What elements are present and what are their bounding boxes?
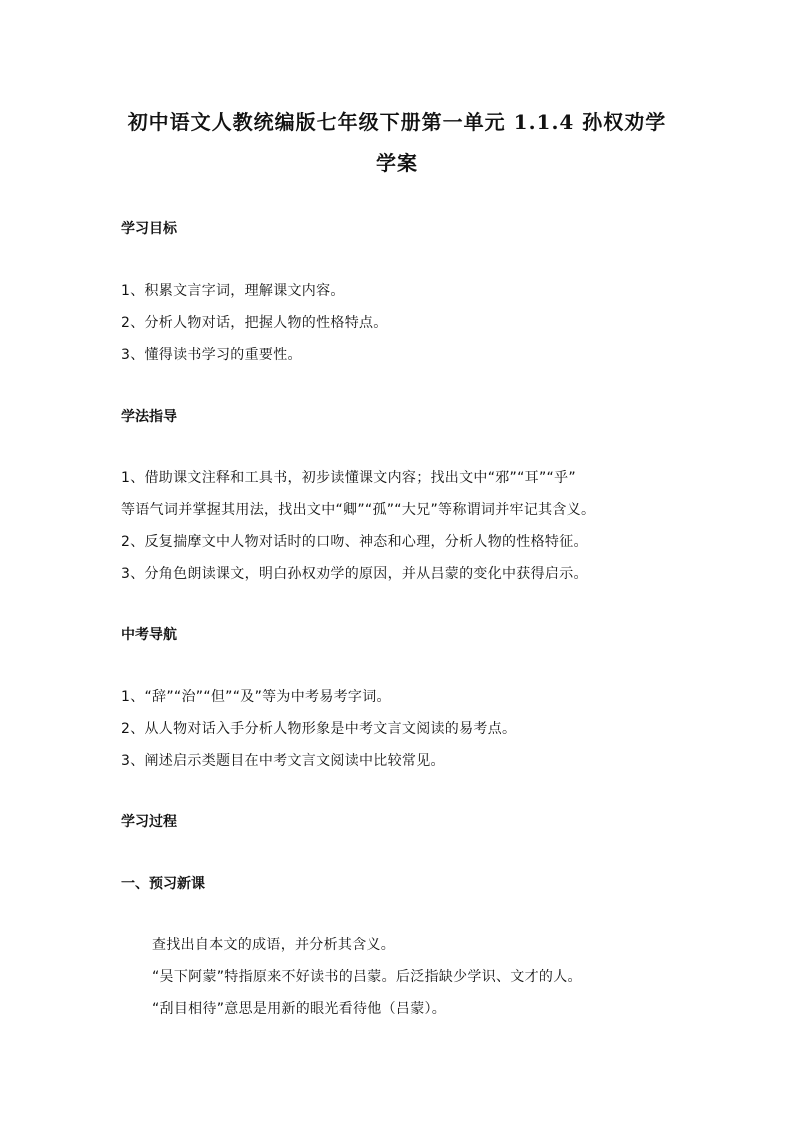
method-item: 1、借助课文注释和工具书，初步读懂课文内容；找出文中“邪”“耳”“乎” [121, 470, 576, 486]
section-heading-goals: 学习目标 [121, 221, 177, 237]
document-title-continued: 学案 [376, 151, 418, 175]
method-item: 等语气词并掌握其用法，找出文中“卿”“孤”“大兄”等称谓词并牢记其含义。 [121, 502, 596, 518]
section-heading-exam: 中考导航 [121, 627, 177, 643]
exam-item: 3、阐述启示类题目在中考文言文阅读中比较常见。 [121, 753, 445, 769]
preview-item: “刮目相待”意思是用新的眼光看待他（吕蒙）。 [152, 1001, 447, 1017]
section-heading-process: 学习过程 [121, 814, 177, 830]
goal-item: 2、分析人物对话，把握人物的性格特点。 [121, 315, 388, 331]
document-title: 初中语文人教统编版七年级下册第一单元 1.1.4 孙权劝学 [127, 110, 667, 134]
section-heading-method: 学法指导 [121, 409, 177, 425]
goal-item: 1、积累文言字词，理解课文内容。 [121, 283, 345, 299]
section-heading-preview: 一、预习新课 [121, 876, 205, 892]
exam-item: 2、从人物对话入手分析人物形象是中考文言文阅读的易考点。 [121, 721, 517, 737]
preview-item: 查找出自本文的成语，并分析其含义。 [152, 937, 396, 953]
method-item: 2、反复揣摩文中人物对话时的口吻、神态和心理，分析人物的性格特征。 [121, 534, 588, 550]
method-item: 3、分角色朗读课文，明白孙权劝学的原因，并从吕蒙的变化中获得启示。 [121, 566, 588, 582]
preview-item: “吴下阿蒙”特指原来不好读书的吕蒙。后泛指缺少学识、文才的人。 [152, 969, 582, 985]
goal-item: 3、懂得读书学习的重要性。 [121, 347, 302, 363]
exam-item: 1、“辞”“治”“但”“及”等为中考易考字词。 [121, 689, 391, 705]
